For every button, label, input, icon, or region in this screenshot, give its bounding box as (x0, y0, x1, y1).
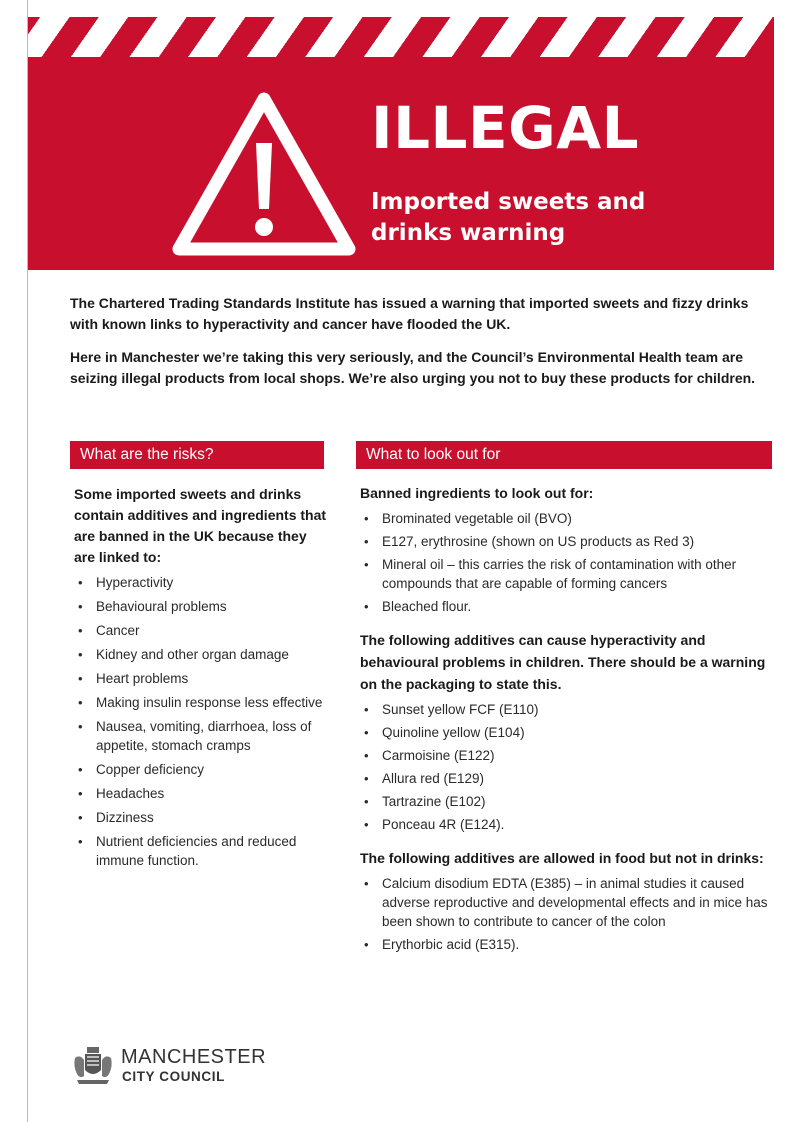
hyperactivity-list (360, 700, 770, 834)
hazard-stripes (28, 17, 774, 57)
list-item: • Brominated vegetable oil (BVO) (360, 509, 770, 528)
list-item: • E127, erythrosine (shown on US products as Red 3) (360, 532, 770, 551)
lookout-column (360, 483, 770, 967)
hyperactivity-group (360, 629, 770, 834)
food-only-lead: The following additives are allowed in food but not in drinks: (360, 850, 764, 866)
coat-of-arms-icon (71, 1046, 115, 1086)
banned-lead: Banned ingredients to look out for: (360, 485, 594, 501)
list-item: • Copper deficiency (74, 760, 329, 779)
list-item: • Hyperactivity (74, 573, 329, 592)
banned-list (360, 509, 770, 616)
list-item: • Cancer (74, 621, 329, 640)
lookout-heading: What to look out for (356, 441, 772, 469)
risks-lead: Some imported sweets and drinks contain additives and ingredients that are banned in the UK because they are linked to: (74, 486, 327, 565)
risks-heading: What are the risks? (70, 441, 324, 469)
header-banner (28, 57, 774, 270)
food-only-list (360, 874, 770, 954)
list-item: • Making insulin response less effective (74, 693, 329, 712)
banned-group (360, 483, 770, 616)
list-item: • Bleached flour. (360, 597, 770, 616)
list-item: • Kidney and other organ damage (74, 645, 329, 664)
food-only-group (360, 847, 770, 954)
hyperactivity-lead: The following additives can cause hyperactivity and behavioural problems in children. There should be a warning on the packaging to state this. (360, 632, 766, 692)
list-item: • Carmoisine (E122) (360, 746, 770, 765)
list-item: • Allura red (E129) (360, 769, 770, 788)
list-item: • Mineral oil – this carries the risk of contamination with other compounds that are capable of forming cancers (360, 555, 770, 593)
list-item: • Tartrazine (E102) (360, 792, 770, 811)
list-item: • Sunset yellow FCF (E110) (360, 700, 770, 719)
risks-column (74, 484, 329, 875)
list-item: • Headaches (74, 784, 329, 803)
logo-text-city-council: CITY COUNCIL (122, 1069, 225, 1084)
list-item: • Nausea, vomiting, diarrhoea, loss of appetite, stomach cramps (74, 717, 329, 755)
list-item: • Behavioural problems (74, 597, 329, 616)
page-title: ILLEGAL (371, 94, 640, 162)
list-item: • Nutrient deficiencies and reduced immune function. (74, 832, 329, 870)
list-item: • Quinoline yellow (E104) (360, 723, 770, 742)
page-subtitle: Imported sweets and drinks warning (371, 189, 646, 246)
intro-section (70, 293, 770, 401)
intro-paragraph-1: The Chartered Trading Standards Institute has issued a warning that imported sweets and fizzy drinks with known links to hyperactivity and cancer have flooded the UK. (70, 295, 749, 332)
intro-paragraph-2: Here in Manchester we’re taking this very seriously, and the Council’s Environmental Health team are seizing illegal products from local shops. We’re also urging you not to buy these products for children. (70, 349, 756, 386)
warning-triangle-icon (172, 91, 356, 259)
list-item: • Erythorbic acid (E315). (360, 935, 770, 954)
list-item: • Heart problems (74, 669, 329, 688)
list-item: • Calcium disodium EDTA (E385) – in animal studies it caused adverse reproductive and developmental effects and in mice has been shown to contribute to cancer of the colon (360, 874, 770, 931)
logo-text-manchester: MANCHESTER (121, 1046, 267, 1068)
council-logo (71, 1044, 291, 1092)
list-item: • Dizziness (74, 808, 329, 827)
list-item: • Ponceau 4R (E124). (360, 815, 770, 834)
risks-list (74, 573, 329, 870)
